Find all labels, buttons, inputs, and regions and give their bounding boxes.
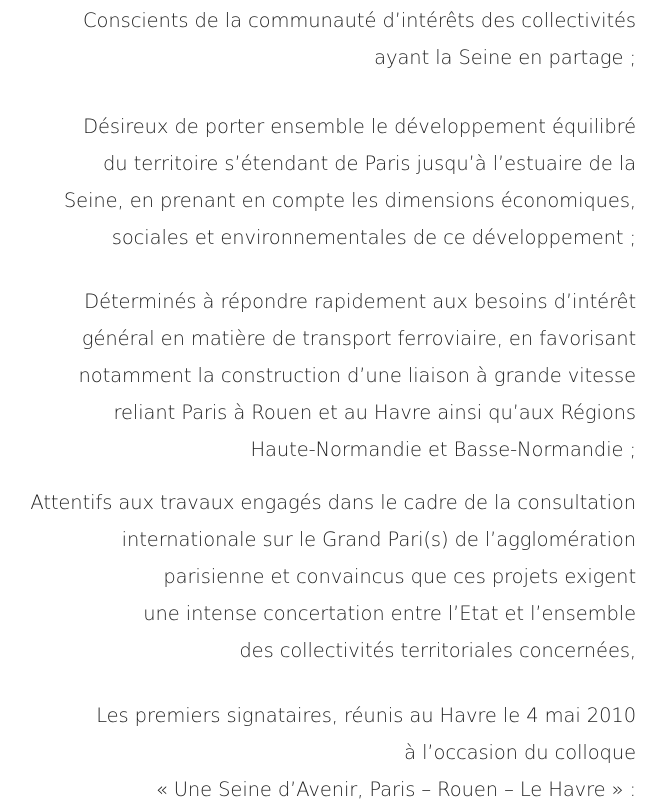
text-line: parisienne et convaincus que ces projets exigent	[163, 565, 636, 588]
text-line: Seine, en prenant en compte les dimensions économiques,	[63, 189, 636, 212]
text-line: à l’occasion du colloque	[404, 741, 636, 764]
text-line: « Une Seine d’Avenir, Paris – Rouen – Le Havre » :	[155, 778, 636, 801]
paragraph-attentifs	[0, 484, 636, 669]
text-line: du territoire s’étendant de Paris jusqu’à l’estuaire de la	[103, 152, 636, 175]
text-line: ayant la Seine en partage ;	[374, 46, 636, 69]
text-line: Les premiers signataires, réunis au Havre le 4 mai 2010	[96, 704, 636, 727]
text-line: Attentifs aux travaux engagés dans le cadre de la consultation	[30, 491, 636, 514]
text-line: Conscients de la communauté d’intérêts des collectivités	[83, 9, 636, 32]
text-line: internationale sur le Grand Pari(s) de l’agglomération	[121, 528, 636, 551]
text-line: des collectivités territoriales concernées,	[239, 639, 636, 662]
text-line: notamment la construction d’une liaison à grande vitesse	[78, 364, 636, 387]
paragraph-signataires	[0, 697, 636, 808]
paragraph-desireux	[0, 108, 636, 256]
text-line: reliant Paris à Rouen et au Havre ainsi qu’aux Régions	[113, 401, 636, 424]
paragraph-determines	[0, 283, 636, 468]
text-line: Déterminés à répondre rapidement aux besoins d’intérêt	[84, 290, 636, 313]
text-line: Désireux de porter ensemble le développement équilibré	[83, 115, 636, 138]
paragraph-conscients	[0, 2, 636, 76]
text-line: général en matière de transport ferroviaire, en favorisant	[81, 327, 636, 350]
text-line: une intense concertation entre l’Etat et l’ensemble	[143, 602, 636, 625]
text-line: sociales et environnementales de ce développement ;	[111, 226, 636, 249]
text-line: Haute-Normandie et Basse-Normandie ;	[250, 438, 636, 461]
